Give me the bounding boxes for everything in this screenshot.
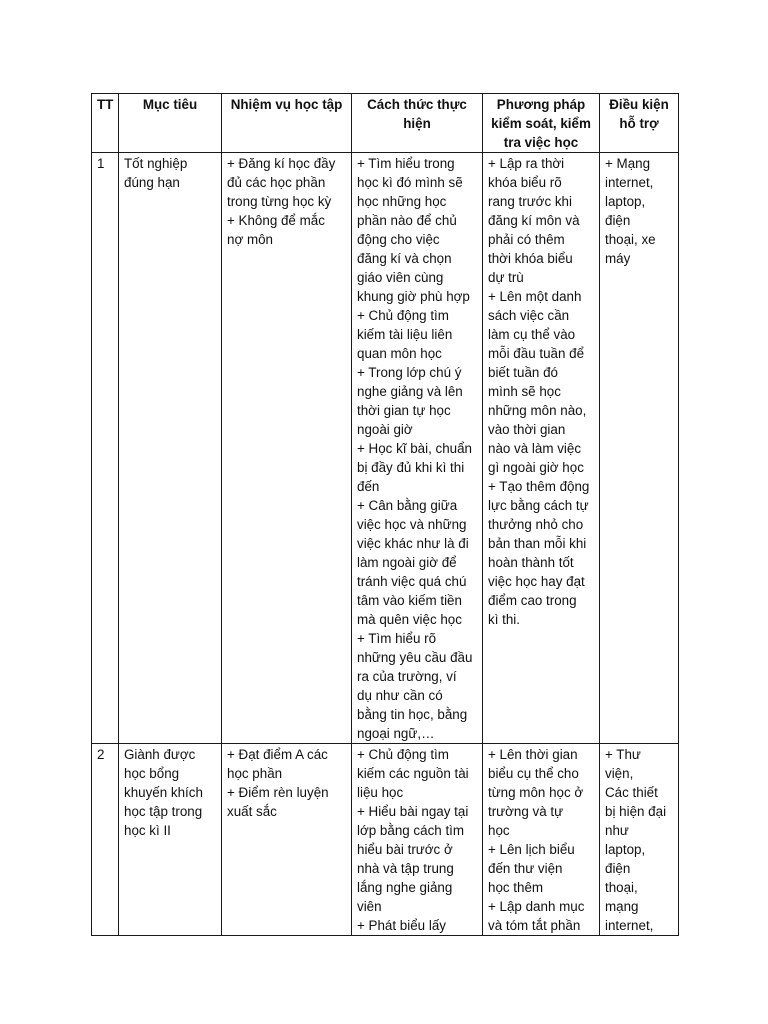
cell-support: + Mạng internet, laptop, điện thoại, xe máy — [600, 153, 679, 744]
cell-goal: Tốt nghiệp đúng hạn — [119, 153, 222, 744]
cell-tasks: + Đăng kí học đầy đủ các học phần trong từng học kỳ + Không để mắc nợ môn — [222, 153, 352, 744]
cell-tasks: + Đạt điểm A các học phần + Điểm rèn luyện xuất sắc — [222, 744, 352, 936]
cell-goal: Giành được học bổng khuyến khích học tập trong học kì II — [119, 744, 222, 936]
cell-tt: 2 — [92, 744, 119, 936]
cell-methods: + Tìm hiểu trong học kì đó mình sẽ học những học phần nào để chủ động cho việc đăng kí và chọn giáo viên cùng khung giờ phù hợp + Chủ động tìm kiếm tài liệu liên quan môn học + Trong lớp chú ý nghe giảng và lên thời gian tự học ngoài giờ + Học kĩ bài, chuẩn bị đầy đủ khi kì thi đến + Cân bằng giữa việc học và những việc khác như là đi làm ngoài giờ để tránh việc quá chú tâm vào kiếm tiền mà quên việc học + Tìm hiểu rõ những yêu cầu đầu ra của trường, ví dụ như cần có bằng tin học, bằng ngoại ngữ,… — [352, 153, 483, 744]
cell-control: + Lên thời gian biểu cụ thể cho từng môn học ở trường và tự học + Lên lịch biểu đến thư viện học thêm + Lập danh mục và tóm tắt phần — [483, 744, 600, 936]
cell-methods: + Chủ động tìm kiếm các nguồn tài liệu học + Hiểu bài ngay tại lớp bằng cách tìm hiểu bài trước ở nhà và tập trung lắng nghe giảng viên + Phát biểu lấy — [352, 744, 483, 936]
header-tt: TT — [92, 94, 119, 153]
table-row — [92, 153, 679, 744]
study-plan-table — [91, 93, 679, 936]
header-tasks: Nhiệm vụ học tập — [222, 94, 352, 153]
table-header-row — [92, 94, 679, 153]
cell-tt: 1 — [92, 153, 119, 744]
header-goal: Mục tiêu — [119, 94, 222, 153]
cell-control: + Lập ra thời khóa biểu rõ rang trước khi đăng kí môn và phải có thêm thời khóa biểu dự trù + Lên một danh sách việc cần làm cụ thể vào mỗi đầu tuần để biết tuần đó mình sẽ học những môn nào, vào thời gian nào và làm việc gì ngoài giờ học + Tạo thêm động lực bằng cách tự thưởng nhỏ cho bản than mỗi khi hoàn thành tốt việc học hay đạt điểm cao trong kì thi. — [483, 153, 600, 744]
header-control: Phương pháp kiểm soát, kiểm tra việc học — [483, 94, 600, 153]
header-support: Điều kiện hỗ trợ — [600, 94, 679, 153]
cell-support: + Thư viện, Các thiết bị hiện đại như laptop, điện thoại, mạng internet, — [600, 744, 679, 936]
header-methods: Cách thức thực hiện — [352, 94, 483, 153]
table-row — [92, 744, 679, 936]
